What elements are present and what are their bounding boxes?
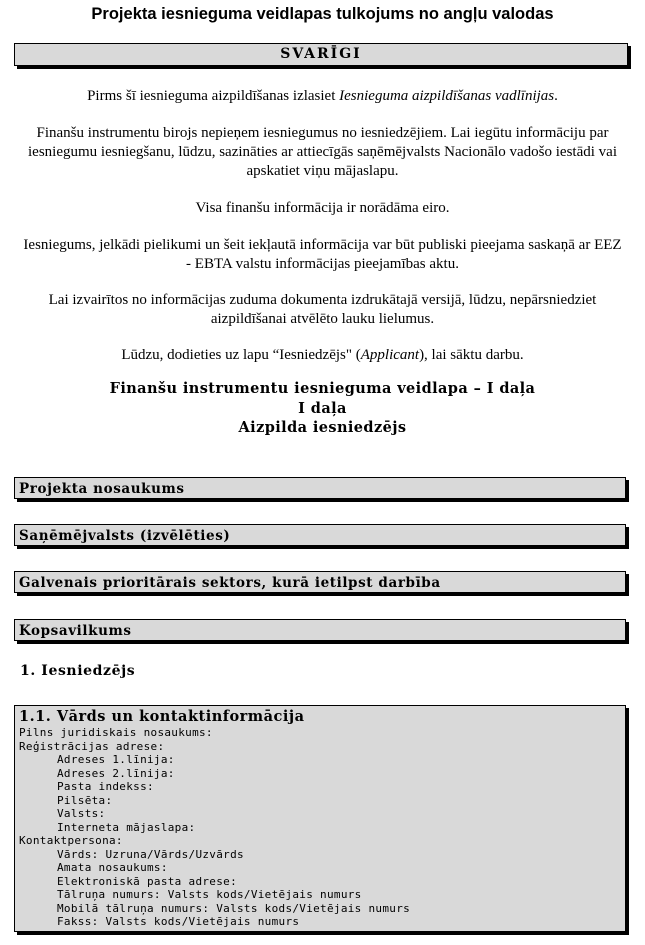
person-name-field[interactable]: Vārds: Uzruna/Vārds/Uzvārds xyxy=(57,847,244,861)
section-summary[interactable]: Kopsavilkums xyxy=(14,619,626,641)
instruction-paragraph-currency: Visa finanšu informācija ir norādāma eiro. xyxy=(195,200,450,216)
paragraph-text: . xyxy=(554,88,558,104)
position-field[interactable]: Amata nosaukums: xyxy=(57,861,168,874)
address-line1-field[interactable]: Adreses 1.līnija: xyxy=(57,753,175,766)
website-field[interactable]: Interneta mājaslapa: xyxy=(57,820,196,834)
country-field[interactable]: Valsts: xyxy=(57,807,106,820)
fax-field[interactable]: Fakss: Valsts kods/Vietējais numurs xyxy=(57,915,300,928)
paragraph-text: Pirms šī iesnieguma aizpildīšanas izlasiet xyxy=(87,88,340,104)
section-project-name[interactable]: Projekta nosaukums xyxy=(14,477,626,499)
form-title-block xyxy=(20,379,625,438)
guidelines-reference: Iesnieguma aizpildīšanas vadlīnijas xyxy=(339,88,555,104)
contact-info-box[interactable] xyxy=(14,705,626,932)
document-title: Projekta iesnieguma veidlapas tulkojums no angļu valodas xyxy=(91,5,554,23)
applicant-heading: 1. Iesniedzējs xyxy=(20,663,136,679)
address-line2-field[interactable]: Adreses 2.līnija: xyxy=(57,766,175,780)
instruction-paragraph-guidelines xyxy=(20,87,625,106)
mobile-field[interactable]: Mobilā tālruņa numurs: Valsts kods/Vietējais numurs xyxy=(57,901,411,915)
email-field[interactable]: Elektroniskā pasta adrese: xyxy=(57,874,237,888)
instruction-paragraph-field-size: Lai izvairītos no informācijas zuduma dokumenta izdrukātajā versijā, lūdzu, nepārsniedziet aizpildīšanai atvēlēto lauku lielumus. xyxy=(48,292,597,327)
postcode-field[interactable]: Pasta indekss: xyxy=(57,780,154,793)
form-title: Finanšu instrumentu iesnieguma veidlapa – I daļa xyxy=(109,380,536,397)
form-part: I daļa xyxy=(298,399,347,417)
paragraph-text: ), lai sāktu darbu. xyxy=(419,347,524,363)
city-field[interactable]: Pilsēta: xyxy=(57,793,113,807)
contact-person-label: Kontaktpersona: xyxy=(19,834,123,847)
form-filled-by: Aizpilda iesniedzējs xyxy=(238,419,407,436)
phone-field[interactable]: Tālruņa numurs: Valsts kods/Vietējais numurs xyxy=(57,888,362,901)
legal-name-field[interactable]: Pilns juridiskais nosaukums: xyxy=(19,726,213,739)
instruction-paragraph-start xyxy=(20,346,625,365)
section-priority-sector[interactable]: Galvenais prioritārais sektors, kurā ietilpst darbība xyxy=(14,571,626,593)
paragraph-text: Lūdzu, dodieties uz lapu “Iesniedzējs" ( xyxy=(121,347,361,363)
important-banner: SVARĪGI xyxy=(14,43,628,66)
contact-info-title: 1.1. Vārds un kontaktinformācija xyxy=(19,708,305,725)
section-beneficiary-state[interactable]: Saņēmējvalsts (izvēlēties) xyxy=(14,524,626,546)
applicant-tab-reference: Applicant xyxy=(360,347,420,363)
instruction-paragraph-submission: Finanšu instrumentu birojs nepieņem iesniegumus no iesniedzējiem. Lai iegūtu informāciju par iesniegumu iesniegšanu, lūdzu, sazināties ar attiecīgās saņēmējvalsts Nacionālo vadošo iestādi vai apskatiet viņu mājaslapu. xyxy=(28,125,617,179)
registration-address-label: Reģistrācijas adrese: xyxy=(19,739,165,753)
instruction-paragraph-public-access: Iesniegums, jelkādi pielikumi un šeit iekļautā informācija var būt publiski pieejama saskaņā ar EEZ - EBTA valstu informācijas pieejamības aktu. xyxy=(23,237,622,272)
